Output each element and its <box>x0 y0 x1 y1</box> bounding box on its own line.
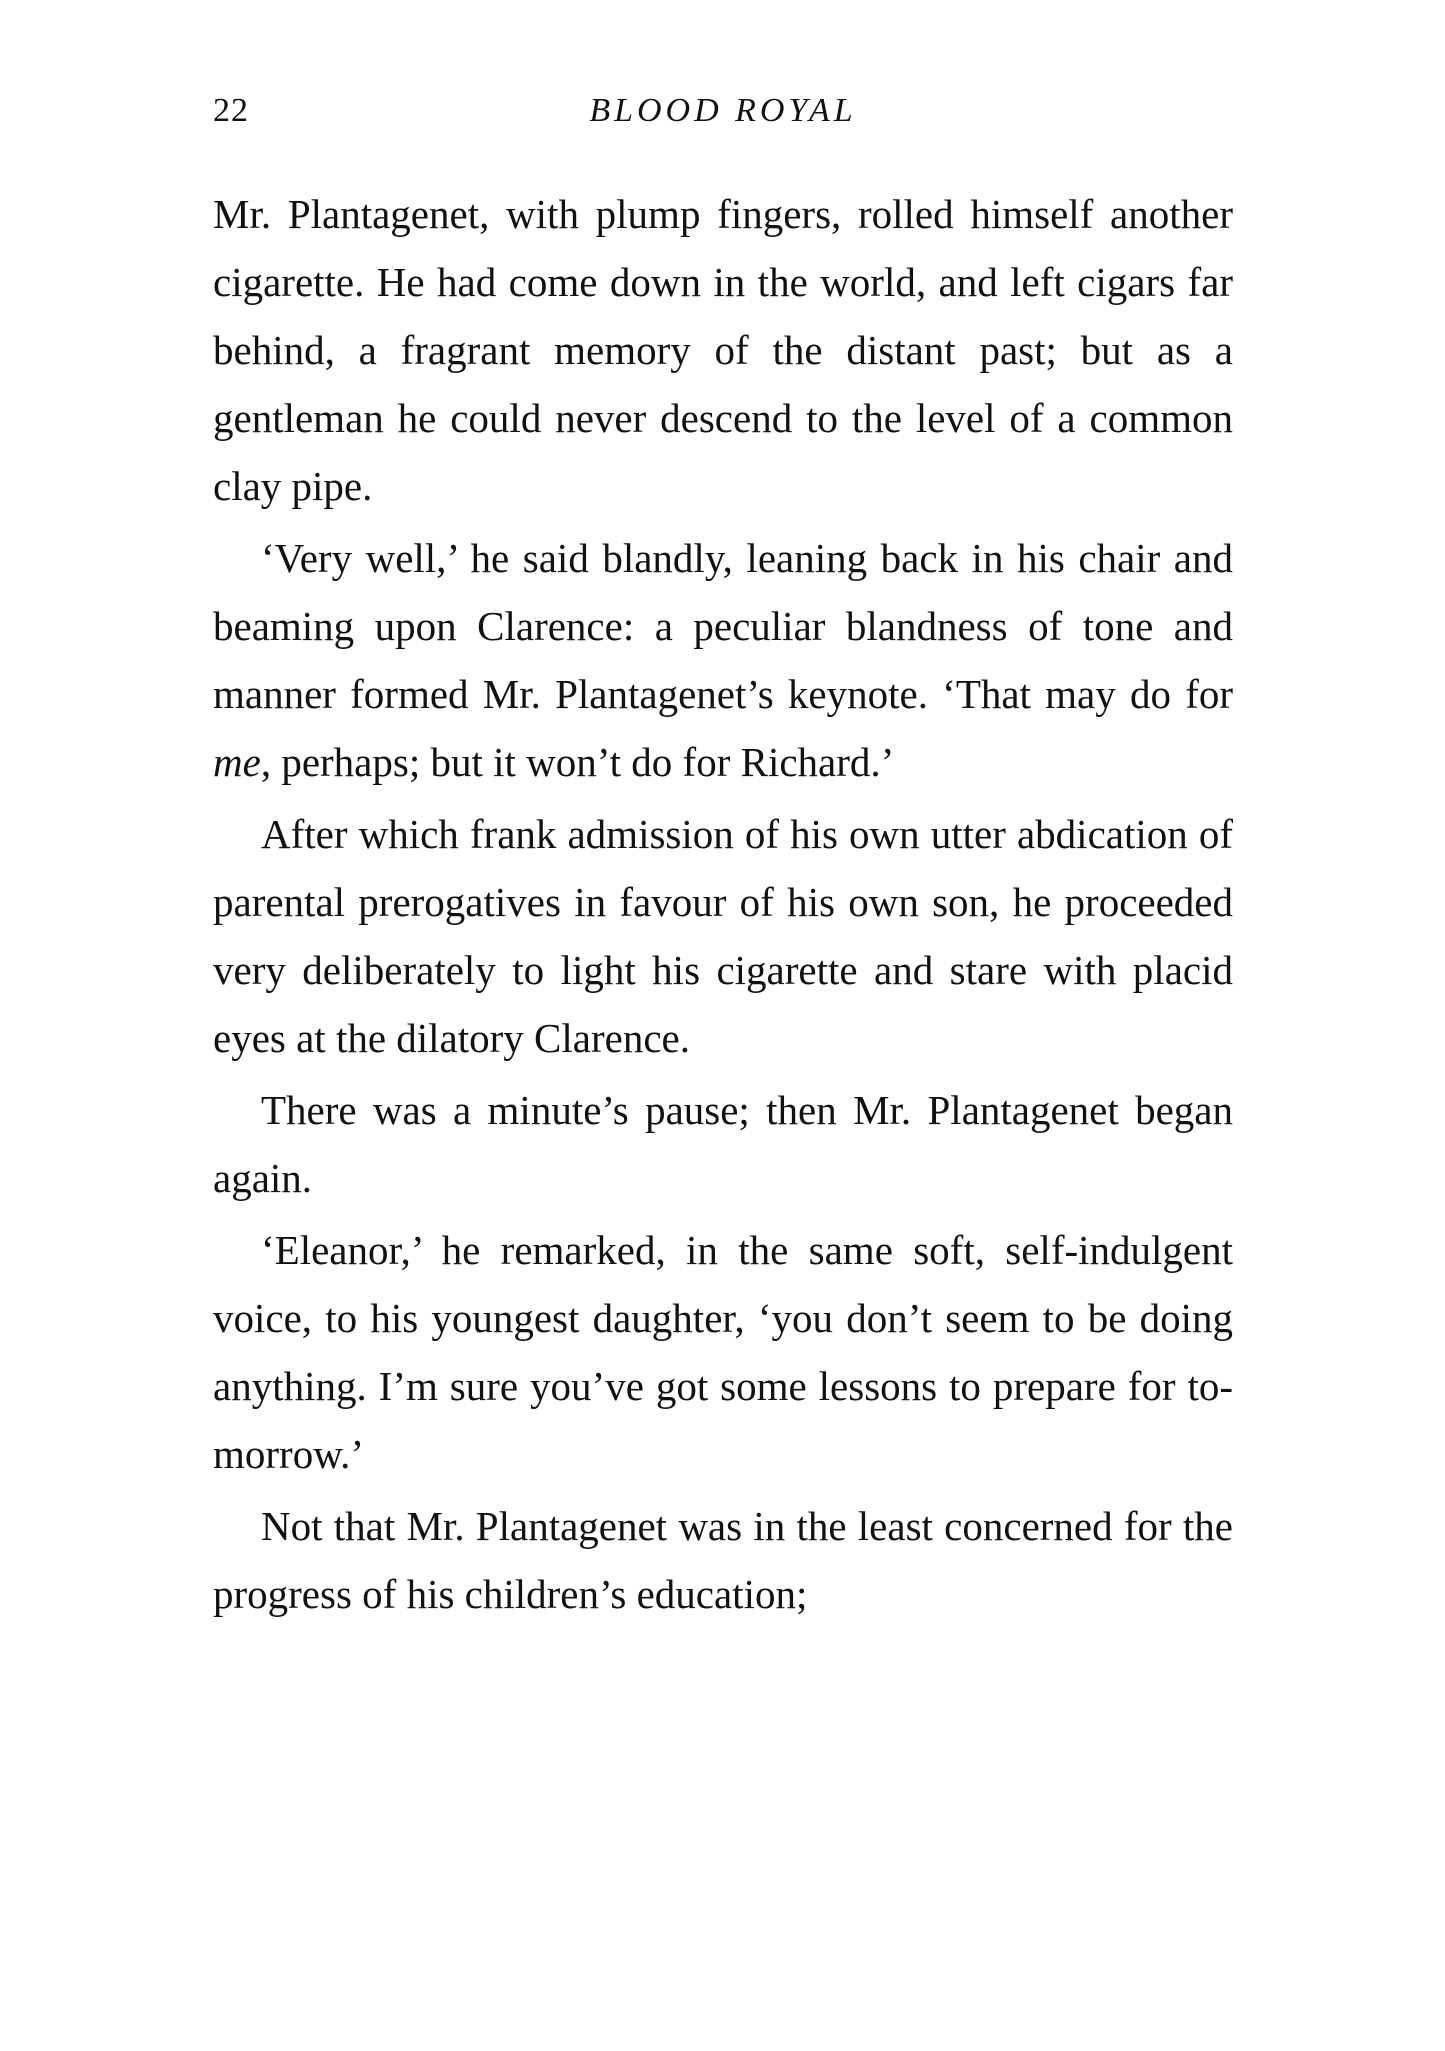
paragraph-2-after-emphasis: , perhaps; but it won’t do for Richard.’ <box>260 739 895 785</box>
paragraph-2-emphasis: me <box>213 739 261 785</box>
body-text <box>213 180 1233 1628</box>
running-title: BLOOD ROYAL <box>589 92 857 129</box>
paragraph-5: ‘Eleanor,’ he remarked, in the same soft, self-indulgent voice, to his youngest daughter, ‘you don’t seem to be doing anything. I’m sure you’ve got some lessons to prepare for to-morrow.’ <box>213 1227 1233 1477</box>
paragraph-3: After which frank admission of his own utter abdication of parental prerogatives in favour of his own son, he proceeded very deliberately to light his cigarette and stare with placid eyes at the dilatory Clarence. <box>213 811 1233 1061</box>
running-head <box>213 92 1233 136</box>
page-number: 22 <box>213 92 249 129</box>
paragraph-4: There was a minute’s pause; then Mr. Plantagenet began again. <box>213 1087 1233 1201</box>
paragraph-1: Mr. Plantagenet, with plump fingers, rolled himself another cigarette. He had come down in the world, and left cigars far behind, a fragrant memory of the distant past; but as a gentleman he could never descend to the level of a common clay pipe. <box>213 191 1233 509</box>
paragraph-2-before-emphasis: ‘Very well,’ he said blandly, leaning back in his chair and beaming upon Clarence: a peculiar blandness of tone and manner formed Mr. Plantagenet’s keynote. ‘That may do for <box>213 535 1233 717</box>
paragraph-6: Not that Mr. Plantagenet was in the least concerned for the progress of his children’s education; <box>213 1503 1233 1617</box>
paragraph-2 <box>213 524 1233 796</box>
